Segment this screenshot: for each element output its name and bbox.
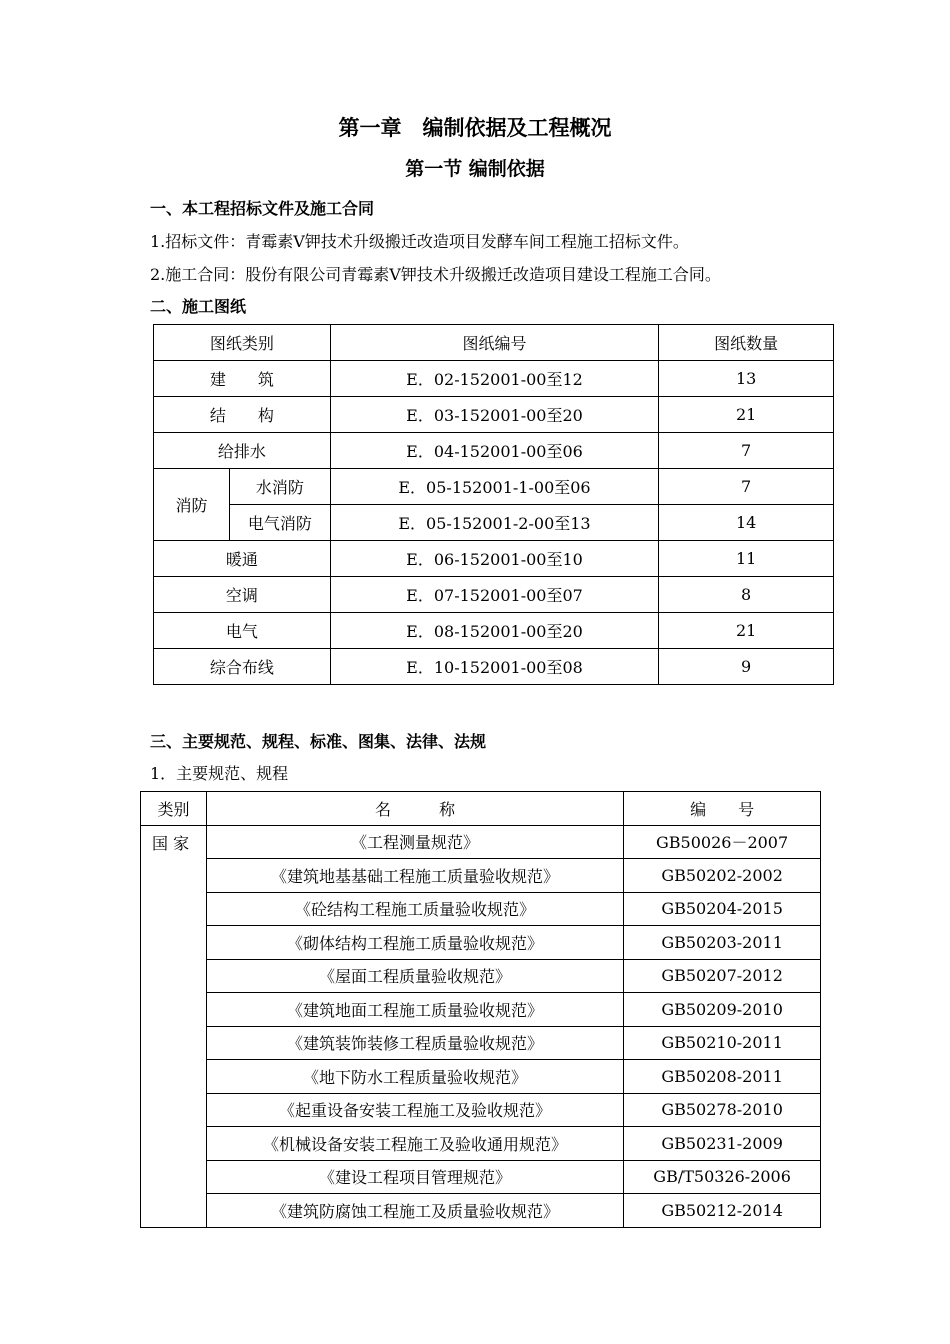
count-cell: 13 [659,361,834,397]
name-cell: 《建筑防腐蚀工程施工及质量验收规范》 [206,1194,623,1228]
header-cell: 编 号 [624,792,821,826]
table-row [141,1160,821,1194]
count-cell: 11 [659,541,834,577]
code-cell: GB50208-2011 [624,1060,821,1094]
table-row [141,1194,821,1228]
table-row [154,469,834,505]
code-cell: E．04-152001-00至06 [330,433,659,469]
name-cell: 《建设工程项目管理规范》 [206,1160,623,1194]
count-cell: 7 [659,433,834,469]
header-cell: 类别 [141,792,207,826]
category-cell: 水消防 [229,469,330,505]
code-cell: GB50203-2011 [624,926,821,960]
name-cell: 《建筑地面工程施工质量验收规范》 [206,993,623,1027]
name-cell: 《建筑地基基础工程施工质量验收规范》 [206,859,623,893]
code-cell: GB50209-2010 [624,993,821,1027]
category-cell: 电气 [154,613,331,649]
code-cell: E．06-152001-00至10 [330,541,659,577]
code-cell: E．08-152001-00至20 [330,613,659,649]
table-row [141,892,821,926]
category-cell: 空调 [154,577,331,613]
part3-heading: 三、主要规范、规程、标准、图集、法律、法规 [150,732,487,751]
table-row [141,825,821,859]
drawings-table [153,324,834,685]
table-row [141,993,821,1027]
code-cell: E．05-152001-2-00至13 [330,505,659,541]
category-cell: 国 家 [141,825,207,1227]
count-cell: 7 [659,469,834,505]
table-row [141,859,821,893]
code-cell: E．10-152001-00至08 [330,649,659,685]
code-cell: E．07-152001-00至07 [330,577,659,613]
count-cell: 9 [659,649,834,685]
code-cell: GB50212-2014 [624,1194,821,1228]
category-cell: 暖通 [154,541,331,577]
table-row [141,926,821,960]
part1-heading: 一、本工程招标文件及施工合同 [150,199,375,218]
table-row [141,1127,821,1161]
code-cell: GB50204-2015 [624,892,821,926]
code-cell: GB50026－2007 [624,825,821,859]
category-cell: 综合布线 [154,649,331,685]
code-cell: E．02-152001-00至12 [330,361,659,397]
table-row [154,541,834,577]
group-cell: 消防 [154,469,230,541]
code-cell: E．05-152001-1-00至06 [330,469,659,505]
name-cell: 《起重设备安装工程施工及验收规范》 [206,1093,623,1127]
header-cell: 图纸类别 [154,325,331,361]
count-cell: 8 [659,577,834,613]
part1-item-2: 2.施工合同：股份有限公司青霉素Ⅴ钾技术升级搬迁改造项目建设工程施工合同。 [150,265,721,284]
name-cell: 《工程测量规范》 [206,825,623,859]
count-cell: 14 [659,505,834,541]
chapter-title: 第一章 编制依据及工程概况 [338,116,612,140]
code-cell: GB50210-2011 [624,1026,821,1060]
table-header-row [141,792,821,826]
header-cell: 图纸数量 [659,325,834,361]
table-row [141,959,821,993]
part2-heading: 二、施工图纸 [150,297,247,316]
table-row [154,577,834,613]
code-cell: GB50231-2009 [624,1127,821,1161]
code-cell: GB/T50326-2006 [624,1160,821,1194]
code-cell: GB50278-2010 [624,1093,821,1127]
name-cell: 《屋面工程质量验收规范》 [206,959,623,993]
count-cell: 21 [659,613,834,649]
table-row [141,1093,821,1127]
category-cell: 结 构 [154,397,331,433]
code-cell: E．03-152001-00至20 [330,397,659,433]
header-cell: 图纸编号 [330,325,659,361]
name-cell: 《建筑装饰装修工程质量验收规范》 [206,1026,623,1060]
name-cell: 《砌体结构工程施工质量验收规范》 [206,926,623,960]
table-row [141,1060,821,1094]
name-cell: 《机械设备安装工程施工及验收通用规范》 [206,1127,623,1161]
category-cell: 给排水 [154,433,331,469]
code-cell: GB50207-2012 [624,959,821,993]
part3-subheading: 1．主要规范、规程 [150,764,289,783]
count-cell: 21 [659,397,834,433]
header-cell: 名 称 [206,792,623,826]
table-row [154,613,834,649]
table-row [154,649,834,685]
category-cell: 电气消防 [229,505,330,541]
table-row [154,397,834,433]
name-cell: 《砼结构工程施工质量验收规范》 [206,892,623,926]
section-title: 第一节 编制依据 [405,158,545,180]
table-row [141,1026,821,1060]
table-row [154,433,834,469]
code-cell: GB50202-2002 [624,859,821,893]
table-row [154,505,834,541]
part1-item-1: 1.招标文件：青霉素Ⅴ钾技术升级搬迁改造项目发酵车间工程施工招标文件。 [150,232,689,251]
table-header-row [154,325,834,361]
norms-table [140,791,821,1228]
category-cell: 建 筑 [154,361,331,397]
name-cell: 《地下防水工程质量验收规范》 [206,1060,623,1094]
table-row [154,361,834,397]
